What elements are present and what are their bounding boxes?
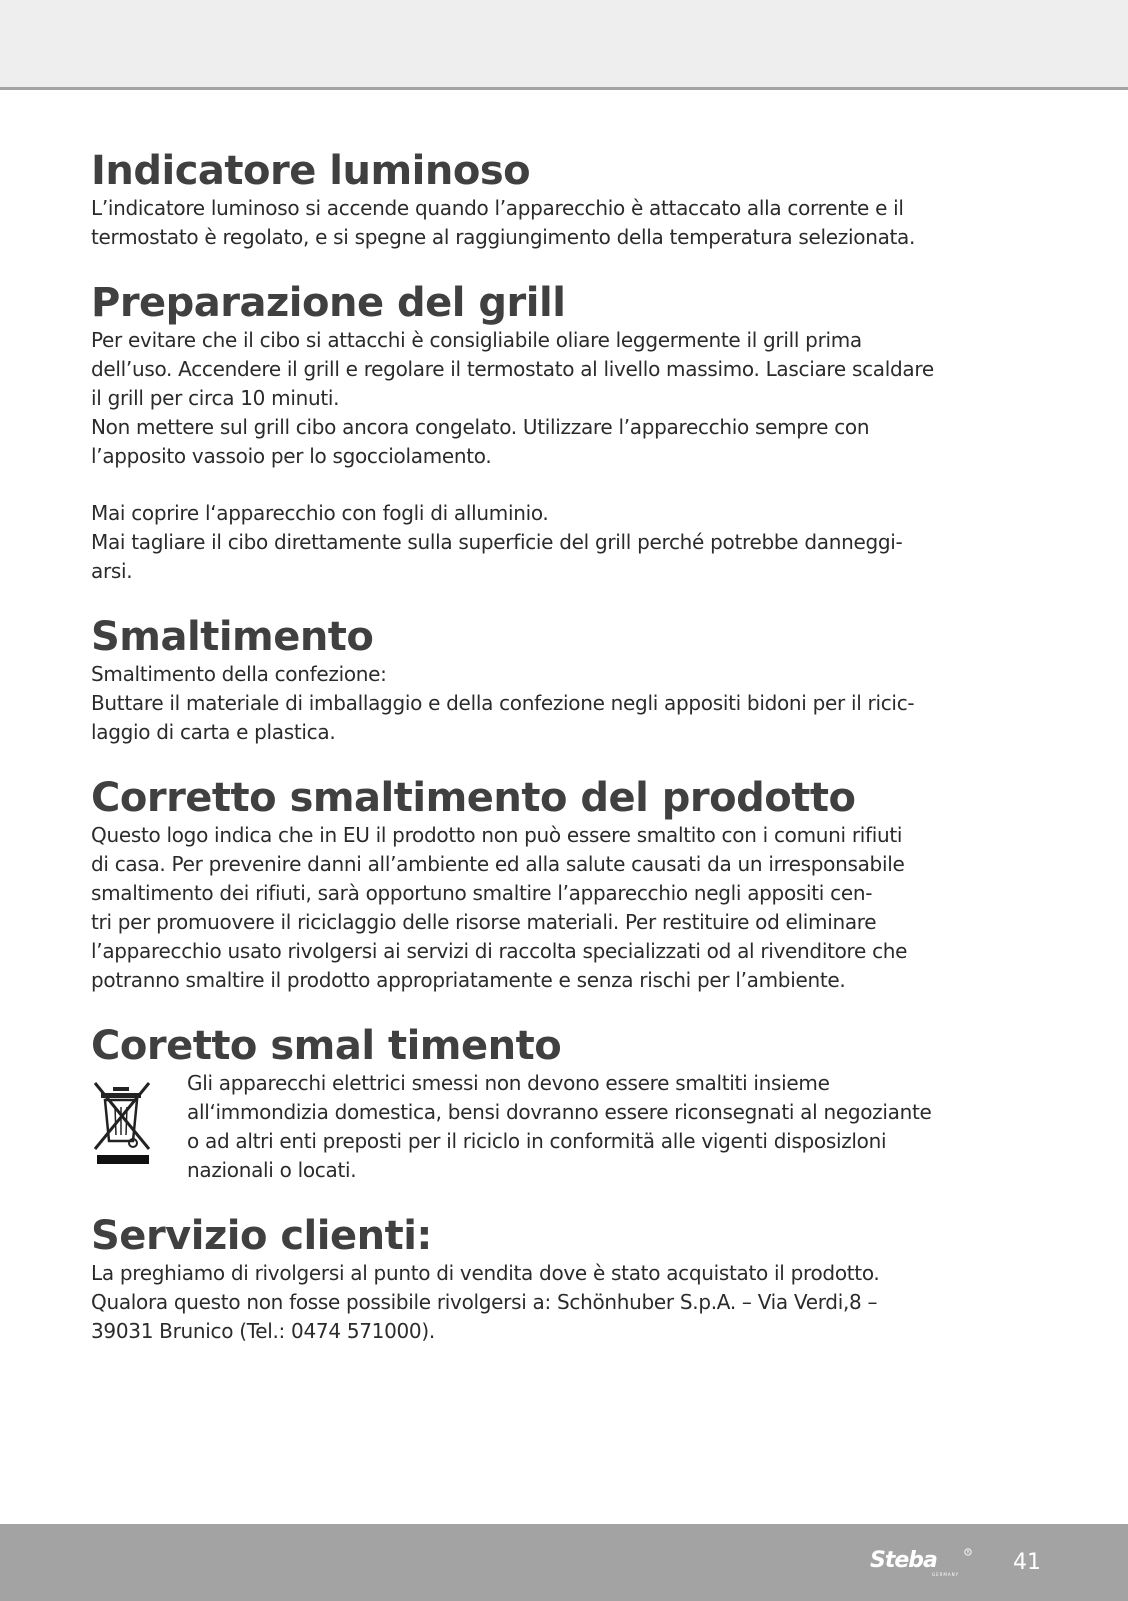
footer-bar: [0, 1524, 1128, 1601]
crossed-out-wheelie-bin-icon: [91, 1077, 155, 1167]
section-heading: Coretto smal timento: [91, 1023, 562, 1069]
section-paragraph: La preghiamo di rivolgersi al punto di vendita dove è stato acquistato il prodotto. Qualora questo non fosse possibile rivolgersi a: Schönhuber S.p.A. – Via Verdi,8 – 39031 Brunico (Tel.: 0474 571000).: [91, 1261, 880, 1343]
section-heading: Smaltimento: [91, 614, 374, 660]
section-heading: Indicatore luminoso: [91, 148, 531, 194]
logo-wordmark: Steba: [870, 1548, 937, 1573]
top-header-bar: [0, 0, 1128, 90]
weee-row: [91, 1069, 1051, 1185]
section-paragraph: L’indicatore luminoso si accende quando l’apparecchio è attaccato alla corrente e il termostato è regolato, e si spegne al raggiungimento della temperatura selezionata.: [91, 196, 916, 249]
section-coretto-smal-timento: [91, 1023, 1051, 1185]
page-number: 41: [1013, 1550, 1041, 1575]
page-content: [91, 148, 1051, 1374]
section-paragraph: Per evitare che il cibo si attacchi è consigliabile oliare leggermente il grill prima dell’uso. Accendere il grill e regolare il termostato al livello massimo. Lasciare scaldare il grill per circa 10 minuti. Non mettere sul grill cibo ancora congelato. Utilizzare l’apparecchio sempre con l’apposito vassoio per lo sgocciolamento.: [91, 328, 934, 468]
paragraph-gap: [91, 471, 1051, 499]
steba-logo: [868, 1545, 988, 1579]
section-paragraph: Questo logo indica che in EU il prodotto non può essere smaltito con i comuni rifiuti di casa. Per prevenire danni all’ambiente ed alla salute causati da un irresponsabile smaltimento dei rifiuti, sarà opportuno smaltire l’apparecchio negli appositi cen- tri per promuovere il riciclaggio delle risorse materiali. Per restituire od eliminare l’apparecchio usato rivolgersi ai servizi di raccolta specializzati od al rivenditore che potranno smaltire il prodotto appropriatamente e senza rischi per l’ambiente.: [91, 823, 908, 992]
section-paragraph: Mai coprire l‘apparecchio con fogli di alluminio. Mai tagliare il cibo direttamente sulla superficie del grill perché potrebbe danneggi- arsi.: [91, 501, 903, 583]
section-heading: Servizio clienti:: [91, 1213, 432, 1259]
section-indicatore-luminoso: [91, 148, 1051, 252]
section-paragraph: Smaltimento della confezione: Buttare il materiale di imballaggio e della confezione negli appositi bidoni per il ricic- laggio di carta e plastica.: [91, 662, 915, 744]
section-smaltimento: [91, 614, 1051, 747]
section-preparazione-grill: [91, 280, 1051, 586]
section-heading: Corretto smaltimento del prodotto: [91, 775, 856, 821]
svg-text:R: R: [966, 1550, 970, 1556]
section-paragraph: Gli apparecchi elettrici smessi non devono essere smaltiti insieme all‘immondizia domestica, bensi dovranno essere riconsegnati al negoziante o ad altri enti preposti per il riciclo in conformitä alle vigenti disposizloni nazionali o locati.: [187, 1071, 932, 1182]
logo-subtext: GERMANY: [932, 1572, 960, 1577]
section-heading: Preparazione del grill: [91, 280, 566, 326]
section-corretto-smaltimento-prodotto: [91, 775, 1051, 995]
section-servizio-clienti: [91, 1213, 1051, 1346]
